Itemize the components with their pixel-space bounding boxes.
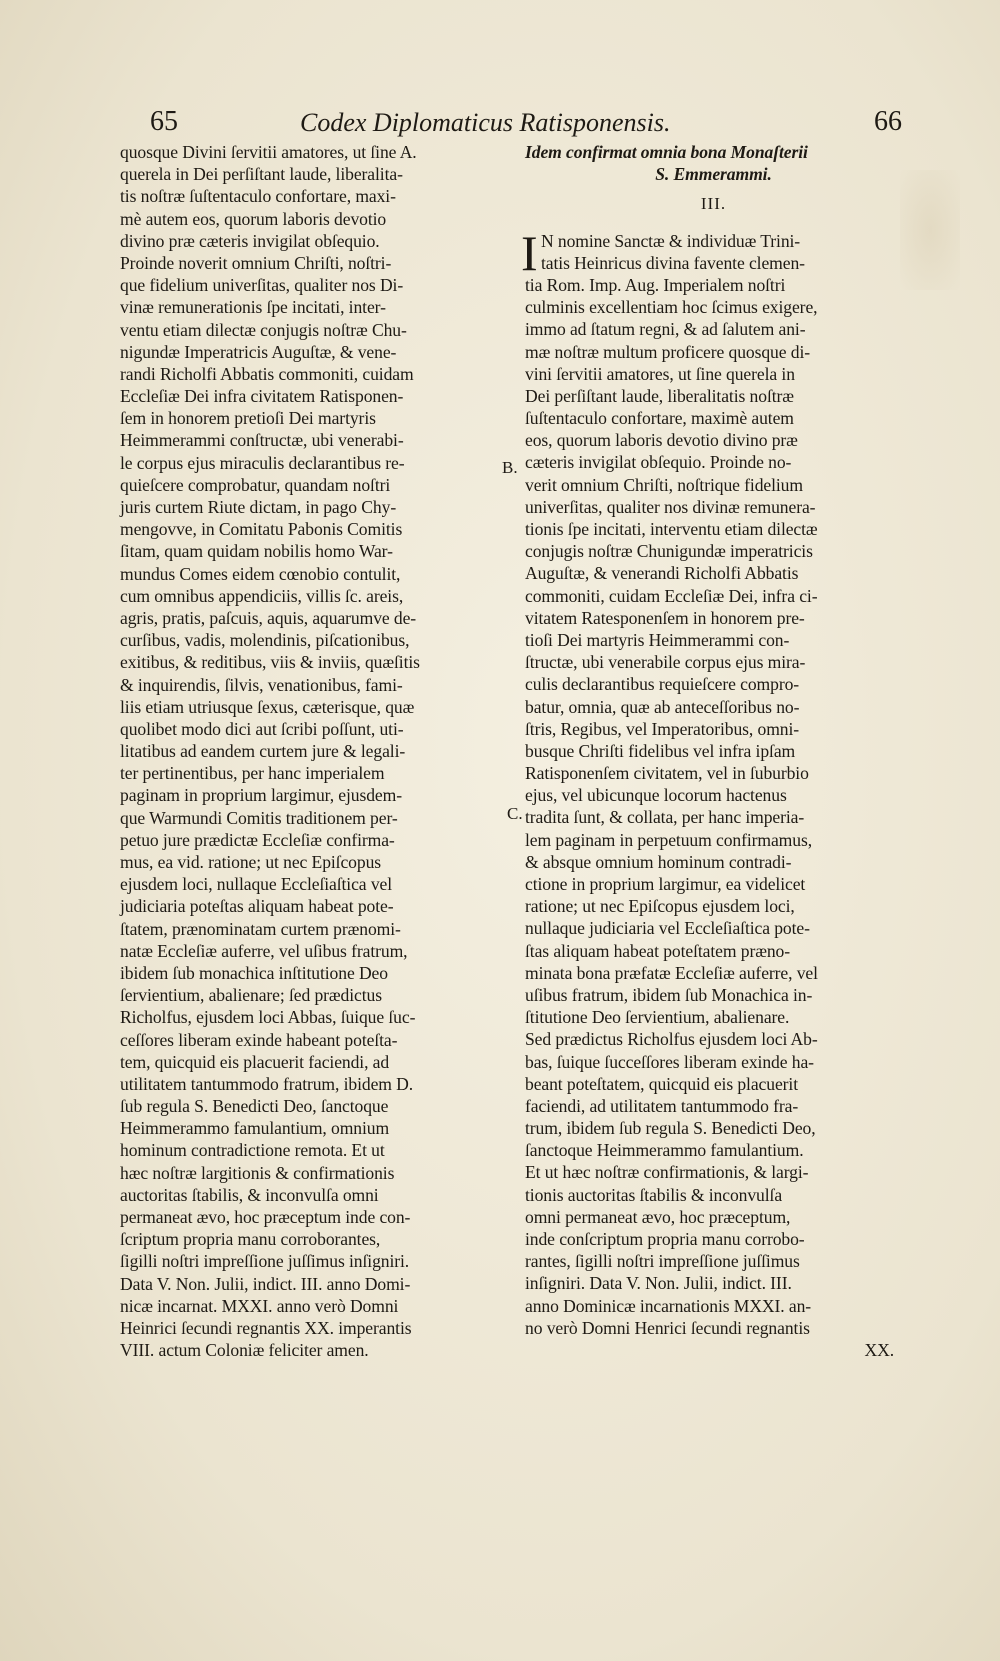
right-text-line: busque Chriſti fidelibus vel infra ipſam xyxy=(525,740,796,761)
right-text-line: ratione; ut nec Epiſcopus ejusdem loci, xyxy=(525,896,795,917)
right-text-line: vini ſervitii amatores, ut ſine querela in xyxy=(525,363,795,384)
running-title: Codex Diplomaticus Ratisponensis. xyxy=(300,108,671,137)
left-text-line: ceſſores liberam exinde habeant poteſta- xyxy=(120,1029,398,1050)
left-text-line: judiciaria poteſtas aliquam habeat pote- xyxy=(120,896,394,917)
charter-body xyxy=(521,224,902,1362)
right-text-line: tionis ſpe incitati, interventu etiam dilectæ xyxy=(525,519,818,540)
left-text-line: Heimmerammi conſtructæ, ubi venerabi- xyxy=(120,430,404,451)
right-text-line: batur, omnia, quæ ab anteceſſoribus no- xyxy=(525,696,800,717)
right-text-line: ſtris, Regibus, vel Imperatoribus, omni- xyxy=(525,718,800,739)
left-text-line: quolibet modo dici aut ſcribi poſſunt, uti- xyxy=(120,718,404,739)
left-text-line: ibidem ſub monachica inſtitutione Deo xyxy=(120,962,388,983)
left-text-line: vinæ remunerationis ſpe incitati, inter- xyxy=(120,297,386,318)
page-header xyxy=(150,106,902,140)
margin-marker-c: C. xyxy=(507,804,523,823)
left-text-line: ter pertinentibus, per hanc imperialem xyxy=(120,763,385,784)
section-number: III. xyxy=(700,194,727,214)
left-text-line: Proinde noverit omnium Chriſti, noſtri- xyxy=(120,252,392,273)
left-text-line: juris curtem Riute dictam, in pago Chy- xyxy=(120,497,397,517)
left-text-line: & inquirendis, ſilvis, venationibus, fami- xyxy=(120,674,403,695)
right-text-line: inſigniri. Data V. Non. Julii, indict. III. xyxy=(525,1273,792,1294)
left-text-line: Richolfus, ejusdem loci Abbas, ſuique ſuc- xyxy=(120,1007,416,1028)
right-text-line: anno Dominicæ incarnationis MXXI. an- xyxy=(525,1295,812,1316)
left-text-line: natæ Eccleſiæ auferre, vel uſibus fratrum, xyxy=(120,940,408,961)
left-text-line: ſitam, quam quidam nobilis homo War- xyxy=(120,541,393,562)
left-text-line: ſub regula S. Benedicti Deo, ſanctoque xyxy=(120,1096,389,1117)
right-text-line: cæteris invigilat obſequio. Proinde no- xyxy=(525,452,792,473)
left-text-line: ſem in honorem pretioſi Dei martyris xyxy=(120,408,376,429)
left-text-line: Heimmerammo famulantium, omnium xyxy=(120,1118,390,1139)
right-text-line: minata bona præfatæ Eccleſiæ auferre, vel xyxy=(525,962,818,983)
left-text-line: quosque Divini ſervitii amatores, ut ſine A. xyxy=(120,142,417,162)
right-text-line: tradita ſunt, & collata, per hanc imperia- xyxy=(525,807,805,828)
right-text-line: mæ noſtræ multum proficere quosque di- xyxy=(525,341,810,362)
right-text-line: ſuſtentaculo confortare, maximè autem xyxy=(525,408,794,429)
right-text-line: trum, ibidem ſub regula S. Benedicti Deo, xyxy=(525,1118,816,1139)
right-text-line: verit omnium Chriſti, noſtrique fidelium xyxy=(525,474,803,495)
left-text-line: exitibus, & reditibus, viis & inviis, quæſitis xyxy=(120,652,420,673)
left-text-line: mundus Comes eidem cœnobio contulit, xyxy=(120,563,401,584)
left-text-line: paginam in proprium largimur, ejusdem- xyxy=(120,785,402,806)
left-text-line: querela in Dei perſiſtant laude, liberalita- xyxy=(120,164,403,185)
left-text-line: Heinrici ſecundi regnantis XX. imperantis xyxy=(120,1317,412,1338)
left-text-line: ſcriptum propria manu corroborantes, xyxy=(120,1229,381,1250)
left-text-line: cum omnibus appendiciis, villis ſc. areis, xyxy=(120,585,404,606)
right-text-line: no verò Domni Henrici ſecundi regnantis xyxy=(525,1317,810,1338)
paper-stain xyxy=(900,170,960,290)
left-text-line: ejusdem loci, nullaque Eccleſiaſtica vel xyxy=(120,874,393,895)
left-text-line: VIII. actum Coloniæ feliciter amen. xyxy=(120,1340,369,1361)
left-text-line: petuo jure prædictæ Eccleſiæ confirma- xyxy=(120,829,395,850)
left-text-line: randi Richolfi Abbatis commoniti, cuidam xyxy=(120,363,414,384)
right-text-line: ſtitutione Deo ſervientium, abalienare. xyxy=(525,1007,790,1028)
right-text-line: tatis Heinricus divina favente clemen- xyxy=(541,252,805,273)
right-text-line: ejus, vel ubicunque locorum hactenus xyxy=(525,785,787,806)
right-text-line: bas, ſuique ſucceſſores liberam exinde ha- xyxy=(525,1051,814,1072)
left-text-line: hæc noſtræ largitionis & confirmationis xyxy=(120,1162,395,1183)
right-text-line: beant poteſtatem, quicquid eis placuerit xyxy=(525,1073,799,1094)
left-text-line: ſervientium, abalienare; ſed prædictus xyxy=(120,985,382,1006)
right-text-line: Ratisponenſem civitatem, vel in ſuburbio xyxy=(525,763,809,784)
right-page-number: 66 xyxy=(874,106,902,137)
left-text-line: curſibus, vadis, molendinis, piſcationibus, xyxy=(120,630,410,651)
left-text-line: Data V. Non. Julii, indict. III. anno Domi- xyxy=(120,1273,411,1294)
right-text-line: culis declarantibus requieſcere compro- xyxy=(525,674,800,695)
margin-marker-b: B. xyxy=(502,458,518,477)
left-text-line: litatibus ad eandem curtem jure & legali- xyxy=(120,741,406,762)
left-text-line: mus, ea vid. ratione; ut nec Epiſcopus xyxy=(120,852,382,872)
left-text-line: liis etiam utriusque ſexus, cæterisque, quæ xyxy=(120,696,415,717)
right-text-line: tioſi Dei martyris Heimmerammi con- xyxy=(525,629,790,650)
right-text-line: Dei perſiſtant laude, liberalitatis noſtræ xyxy=(525,385,794,406)
right-text-line: ctione in proprium largimur, ea videlicet xyxy=(525,874,806,895)
left-text-line: mengovve, in Comitatu Pabonis Comitis xyxy=(120,519,403,540)
right-text-line: Auguſtæ, & venerandi Richolfi Abbatis xyxy=(525,563,799,584)
left-text-line: hominum contradictione remota. Et ut xyxy=(120,1140,385,1161)
left-text-line: ventu etiam dilectæ conjugis noſtræ Chu- xyxy=(120,319,407,340)
right-text-line: commoniti, cuidam Eccleſiæ Dei, infra ci- xyxy=(525,585,818,606)
right-text-line: Sed prædictus Richolfus ejusdem loci Ab- xyxy=(525,1029,818,1050)
right-text-line: immo ad ſtatum regni, & ad ſalutem ani- xyxy=(525,319,806,340)
drop-cap-letter: I xyxy=(521,224,538,281)
left-text-line: utilitatem tantummodo fratrum, ibidem D. xyxy=(120,1073,414,1094)
right-text-line: N nomine Sanctæ & individuæ Trini- xyxy=(541,230,801,251)
right-column xyxy=(521,141,902,1361)
right-text-line: tia Rom. Imp. Aug. Imperialem noſtri xyxy=(525,274,786,295)
left-text-line: divino præ cæteris invigilat obſequio. xyxy=(120,230,380,251)
right-text-line: faciendi, ad utilitatem tantummodo fra- xyxy=(525,1095,799,1116)
left-text-line: quieſcere comprobatur, quandam noſtri xyxy=(120,474,391,495)
right-text-line: lem paginam in perpetuum confirmamus, xyxy=(525,829,813,850)
left-text-line: auctoritas ſtabilis, & inconvulſa omni xyxy=(120,1184,379,1205)
right-text-line: univerſitas, qualiter nos divinæ remunera- xyxy=(525,496,816,517)
right-text-line: ſtructæ, ubi venerabile corpus ejus mira- xyxy=(525,652,806,673)
right-text-line: vitatem Ratesponenſem in honorem pre- xyxy=(525,607,805,628)
right-text-line: culminis excellentiam hoc ſcimus exigere, xyxy=(525,297,818,318)
left-text-line: ſtatem, prænominatam curtem prænomi- xyxy=(120,918,401,939)
left-text-line: nigundæ Imperatricis Auguſtæ, & vene- xyxy=(120,341,397,362)
left-text-line: ſigilli noſtri impreſſione juſſimus inſigniri. xyxy=(120,1251,410,1272)
right-text-line: Et ut hæc noſtræ confirmationis, & largi- xyxy=(525,1162,809,1183)
charter-title-line-1: Idem confirmat omnia bona Monaſterii xyxy=(525,142,808,162)
charter-title-line-2: S. Emmerammi. xyxy=(655,164,772,185)
left-text-line: nicæ incarnat. MXXI. anno verò Domni xyxy=(120,1295,399,1316)
left-text-line: tis noſtræ ſuſtentaculo confortare, maxi- xyxy=(120,186,396,207)
right-text-line: XX. xyxy=(864,1339,894,1360)
right-text-line: ſtas aliquam habeat poteſtatem præno- xyxy=(525,940,791,961)
right-text-line: conjugis noſtræ Chunigundæ imperatricis xyxy=(525,541,813,562)
right-text-line: uſibus fratrum, ibidem ſub Monachica in- xyxy=(525,984,813,1005)
left-text-line: mè autem eos, quorum laboris devotio xyxy=(120,208,387,229)
left-text-line: que Warmundi Comitis traditionem per- xyxy=(120,807,398,828)
left-text-line: tem, quicquid eis placuerit faciendi, ad xyxy=(120,1051,390,1072)
left-text-line: permaneat ævo, hoc præceptum inde con- xyxy=(120,1207,411,1227)
right-text-line: tionis auctoritas ſtabilis & inconvulſa xyxy=(525,1184,783,1205)
right-text-line: nullaque judiciaria vel Eccleſiaſtica pote- xyxy=(525,918,810,939)
left-text-line: le corpus ejus miraculis declarantibus re- xyxy=(120,452,405,473)
right-text-line: inde conſcriptum propria manu corrobo- xyxy=(525,1229,805,1250)
right-text-line: ſanctoque Heimmerammo famulantium. xyxy=(525,1140,804,1161)
right-text-line: eos, quorum laboris devotio divino præ xyxy=(525,430,798,451)
left-text-line: Eccleſiæ Dei infra civitatem Ratisponen- xyxy=(120,386,404,407)
right-text-line: omni permaneat ævo, hoc præceptum, xyxy=(525,1206,791,1227)
left-column xyxy=(120,141,522,1361)
right-text-line: rantes, ſigilli noſtri impreſſione juſſimus xyxy=(525,1251,800,1272)
left-text-line: agris, pratis, paſcuis, aquis, aquarumve de- xyxy=(120,607,417,628)
left-page-number: 65 xyxy=(150,106,178,137)
right-text-line: & absque omnium hominum contradi- xyxy=(525,851,792,872)
left-text-line: que fidelium univerſitas, qualiter nos Di- xyxy=(120,275,404,296)
